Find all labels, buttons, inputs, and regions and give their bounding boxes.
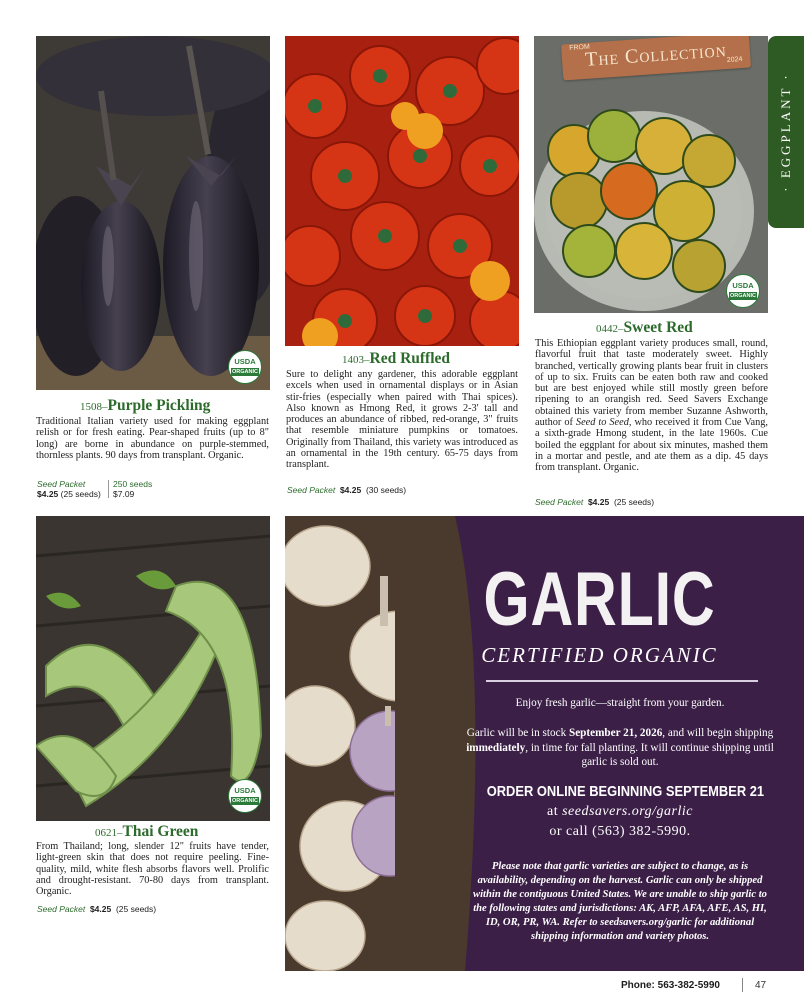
product-name: Purple Pickling <box>107 397 211 414</box>
product-name: Thai Green <box>122 823 199 840</box>
red-ruffled-photo <box>285 36 519 346</box>
page-number: 47 <box>755 980 767 991</box>
footer-phone: Phone: 563-382-5990 <box>621 980 720 991</box>
garlic-intro: Enjoy fresh garlic—straight from your garden. <box>515 697 725 709</box>
purple-pickling-photo <box>36 36 270 390</box>
purple-pickling-description: Traditional Italian variety used for making eggplant relish or for fresh eating. Pear-shaped fruits (up to 8" long) are borne in abundance on purple-stemmed, thornless plants. 90 days from transplant. Organic. <box>36 416 269 461</box>
garlic-subtitle: CERTIFIED ORGANIC <box>481 643 718 667</box>
purple-pickling-title <box>80 397 210 415</box>
garlic-shipping-note: Please note that garlic varieties are subject to change, as is availability, depending on the harvest. Garlic can only be shipped within the contiguous United States. We are unable to ship garlic to the following states and jurisdictions: AK, AFP, AFA, AFE, AS, HI, ID, OR, PR, WA. Refer to seedsavers.org/garlic for additional shipping information and variety photos. <box>473 861 767 943</box>
garlic-stock-info: Garlic will be in stock September 21, 2026, and will begin shipping immediately, in time for fall planting. It will continue shipping until garlic is sold out. <box>466 727 774 768</box>
product-number: 0621– <box>95 827 123 839</box>
thai-green-photo <box>36 516 270 821</box>
red-ruffled-price <box>287 485 406 495</box>
purple-pickling-price-bulk <box>113 479 152 499</box>
price-value: $4.25 <box>339 485 362 495</box>
price-label: Seed Packet <box>287 485 336 495</box>
category-tab-eggplant <box>768 36 804 228</box>
price-value: $4.25 <box>89 904 112 914</box>
price-divider <box>108 480 109 498</box>
red-ruffled-title <box>342 350 450 368</box>
sweet-red-title <box>596 319 693 337</box>
thai-green-description: From Thailand; long, slender 12" fruits have tender, light-green skin that does not require peeling. Fine-quality, mild, white flesh absorbs flavors well. Prolific and drought-resistant. 70-80 days from transplant. Organic. <box>36 841 269 898</box>
sweet-red-price <box>535 497 654 507</box>
thai-green-price <box>37 904 156 914</box>
price-label: 250 seeds <box>113 479 153 489</box>
price-label: Seed Packet <box>37 904 86 914</box>
sweet-red-photo <box>534 36 768 313</box>
price-label: Seed Packet <box>535 497 584 507</box>
garlic-promo-panel <box>395 516 804 971</box>
collection-year: 2024 <box>726 55 743 65</box>
garlic-url-link[interactable]: seedsavers.org/garlic <box>562 804 694 819</box>
garlic-phone: or call (563) 382-5990. <box>549 824 691 839</box>
product-name: Red Ruffled <box>369 350 451 367</box>
product-number: 0442– <box>596 323 624 335</box>
price-value: $4.25 <box>587 497 610 507</box>
price-value: $4.25 <box>37 489 59 499</box>
garlic-title: GARLIC <box>483 557 716 642</box>
footer-divider <box>742 978 743 992</box>
product-number: 1403– <box>342 354 370 366</box>
price-qty: (25 seeds) <box>613 497 655 507</box>
garlic-order-heading: ORDER ONLINE BEGINNING SEPTEMBER 21 <box>486 783 765 800</box>
price-label: Seed Packet <box>37 479 86 489</box>
purple-pickling-price-packet <box>37 479 101 499</box>
red-ruffled-description: Sure to delight any gardener, this adorable eggplant excels when used in ornamental displays or in Asian stir-fries (especially when paired with Thai spices). Also known as Hmong Red, it grows 2-3' tall and produces an abundance of ribbed, red-orange, 3" fruits that resemble miniature pumpkins or tomatoes. Originally from Thailand, this variety was introduced as an ornamental in the 19th century. 65-75 days from transplant. <box>286 369 518 471</box>
product-number: 1508– <box>80 401 108 413</box>
garlic-website: at seedsavers.org/garlic <box>546 804 694 819</box>
usda-organic-badge: USDA ORGANIC <box>726 274 760 308</box>
product-name: Sweet Red <box>623 319 693 336</box>
usda-organic-badge: USDA ORGANIC <box>228 350 262 384</box>
price-value: $7.09 <box>113 489 135 499</box>
usda-organic-badge: USDA ORGANIC <box>228 779 262 813</box>
price-qty: (25 seeds) <box>115 904 157 914</box>
collection-from: FROM <box>569 43 591 53</box>
category-tab-label: · EGGPLANT · <box>778 72 793 192</box>
price-qty: (25 seeds) <box>60 489 101 499</box>
price-qty: (30 seeds) <box>365 485 407 495</box>
sweet-red-description: This Ethiopian eggplant variety produces small, round, flavorful fruit that taste moderately sweet. Highly branched, vertically growing plants bear fruit in clusters of up to six. Fruits can be eaten both raw and cooked but are best enjoyed while still mostly green before ripening to an orangish red. Seed Savers Exchange obtained this variety from member Suzanne Ashworth, author of Seed to Seed, who received it from Cue Vang, a sixth-grade Hmong student, in the late 1960s. Cue boiled the eggplant for about six minutes, mashed them in a mortar and pestle, and ate them as a dip. 45 days from transplant. Organic. <box>535 338 769 474</box>
garlic-divider <box>486 680 758 682</box>
thai-green-title <box>95 823 198 841</box>
collection-label: The Collection <box>584 39 728 71</box>
